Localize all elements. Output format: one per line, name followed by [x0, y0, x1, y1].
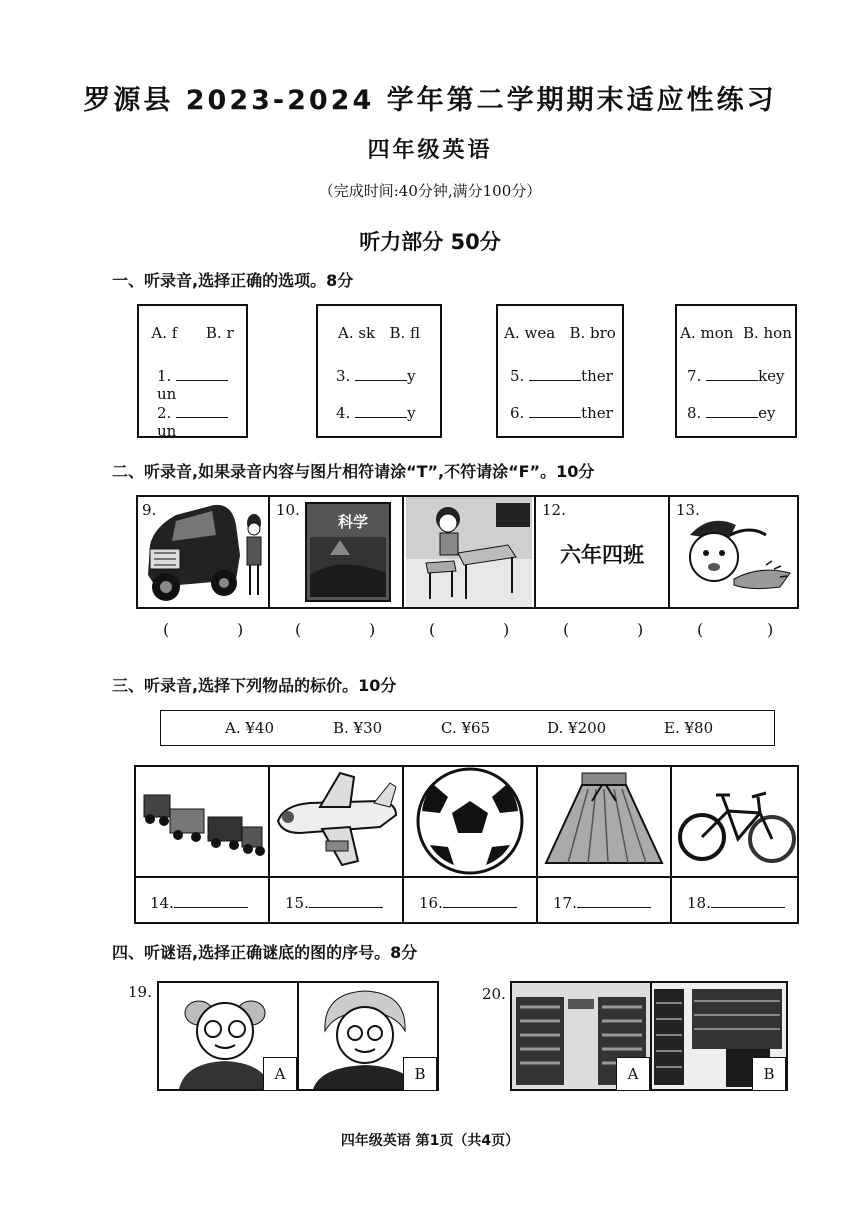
- s2-item-10: 10. 科学: [270, 495, 402, 609]
- book-label: 科学: [338, 513, 369, 531]
- s1-options: A. mon B. hon: [680, 324, 792, 342]
- price-option-c: C. ¥65: [441, 719, 491, 737]
- s2-item-9: 9.: [136, 495, 268, 609]
- s2-item-11: [404, 495, 534, 609]
- s1-options: A. sk B. fl: [337, 324, 421, 342]
- price-option-e: E. ¥80: [664, 719, 714, 737]
- s2-item-13: 13.: [670, 495, 799, 609]
- answer-slot-13[interactable]: [706, 618, 764, 642]
- s1-box-1: A. f B. r 1. un 2. un: [137, 304, 248, 438]
- price-options-box: [160, 710, 775, 746]
- price-option-d: D. ¥200: [547, 719, 607, 737]
- q19-option-b[interactable]: B: [403, 1057, 437, 1091]
- q20-option-a[interactable]: A: [616, 1057, 650, 1091]
- answer-slot-11[interactable]: [438, 618, 500, 642]
- science-book-icon: [270, 495, 402, 609]
- car-and-girl-icon: [136, 495, 268, 609]
- q20-number: 20.: [482, 985, 506, 1003]
- answer-slot-10[interactable]: [304, 618, 366, 642]
- section1-heading: 一、听录音,选择正确的选项。8分: [112, 271, 354, 290]
- price-option-a: A. ¥40: [225, 719, 274, 737]
- listening-part-heading: 听力部分 50分: [359, 230, 501, 254]
- time-score-note: （完成时间:40分钟,满分100分）: [318, 182, 542, 200]
- section3-heading: 三、听录音,选择下列物品的标价。10分: [112, 676, 397, 695]
- price-option-b: B. ¥30: [333, 719, 383, 737]
- classroom-sign: 六年四班: [560, 543, 644, 567]
- answer-blank[interactable]: [529, 366, 581, 381]
- soccer-ball-icon: [404, 767, 536, 875]
- section2-heading: 二、听录音,如果录音内容与图片相符请涂“T”,不符请涂“F”。10分: [112, 462, 595, 481]
- price-answer-14[interactable]: [174, 893, 248, 908]
- page-footer: 四年级英语 第1页（共4页）: [340, 1133, 520, 1149]
- swimmer-icon: [670, 495, 799, 609]
- answer-blank[interactable]: [529, 403, 581, 418]
- skirt-icon: [538, 767, 670, 875]
- price-answer-18[interactable]: [711, 893, 785, 908]
- page-title: 罗源县 2023-2024 学年第二学期期末适应性练习: [83, 85, 777, 116]
- s2-item-12: 12. 六年四班: [536, 495, 668, 609]
- price-answer-17[interactable]: [577, 893, 651, 908]
- s1-options: A. f B. r: [151, 324, 234, 342]
- toy-plane-icon: [270, 767, 402, 875]
- answer-slot-12[interactable]: [572, 618, 634, 642]
- q19-option-a[interactable]: A: [263, 1057, 297, 1091]
- girl-at-desk-icon: [404, 495, 534, 609]
- s1-box-4: A. mon B. hon 7. key 8. ey: [675, 304, 797, 438]
- answer-blank[interactable]: [176, 403, 228, 418]
- s1-options: A. wea B. bro: [504, 324, 616, 342]
- answer-blank[interactable]: [355, 366, 407, 381]
- answer-blank[interactable]: [176, 366, 228, 381]
- price-answer-16[interactable]: [443, 893, 517, 908]
- answer-blank[interactable]: [706, 403, 758, 418]
- answer-blank[interactable]: [706, 366, 758, 381]
- answer-blank[interactable]: [355, 403, 407, 418]
- bicycle-icon: [672, 767, 799, 875]
- price-answer-15[interactable]: [309, 893, 383, 908]
- q20-option-b[interactable]: B: [752, 1057, 786, 1091]
- s1-box-3: A. wea B. bro 5. ther 6. ther: [496, 304, 624, 438]
- s1-box-2: A. sk B. fl 3. y 4. y: [316, 304, 442, 438]
- toy-train-icon: [136, 767, 268, 875]
- section4-heading: 四、听谜语,选择正确谜底的图的序号。8分: [112, 943, 418, 962]
- q19-number: 19.: [128, 983, 152, 1001]
- page-subtitle: 四年级英语: [367, 138, 493, 163]
- answer-slot-9[interactable]: [172, 618, 234, 642]
